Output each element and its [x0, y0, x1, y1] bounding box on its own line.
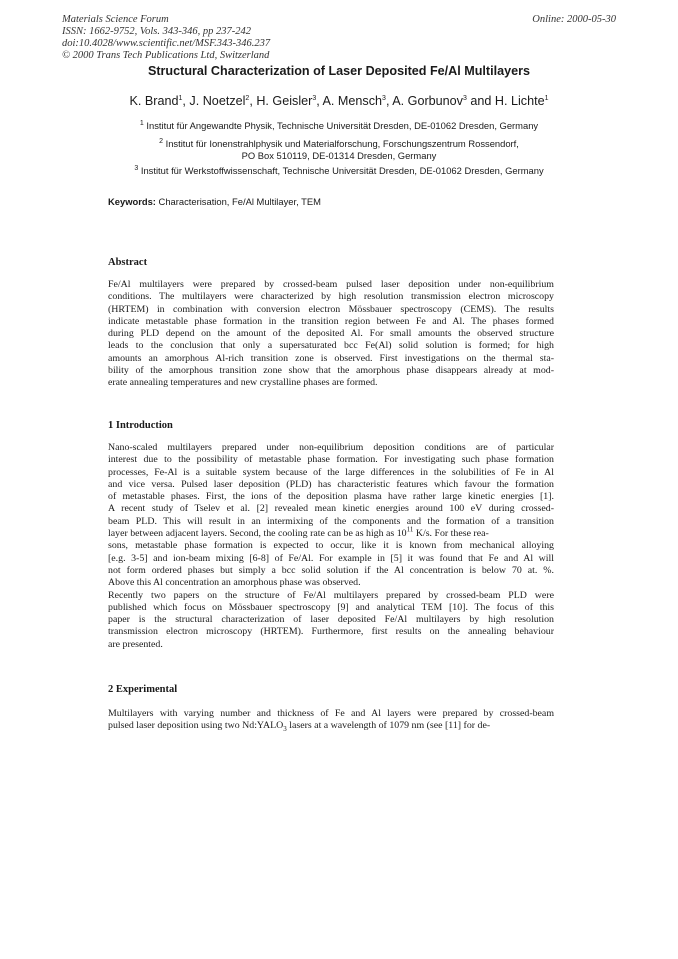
text-line: bility of the amorphous transition zone show that the amorphous phase disappears already at mod-: [108, 365, 554, 377]
affiliation-1: [0, 120, 678, 132]
affiliation-text: Institut für Ionenstrahlphysik und Materialforschung, Forschungszentrum Rossendorf,: [165, 138, 519, 149]
online-date: Online: 2000-05-30: [532, 14, 616, 25]
affiliation-text: Institut für Werkstoffwissenschaft, Technische Universität Dresden, DE-01062 Dresden, Germany: [140, 165, 544, 176]
text-line: [108, 525, 554, 540]
paper-title: Structural Characterization of Laser Deposited Fe/Al Multilayers: [147, 64, 531, 78]
affiliation-3: [0, 165, 678, 177]
text-line: published which focus on Mössbauer spectroscopy [9] and analytical TEM [10]. The focus of this: [108, 601, 554, 613]
text-line: [e.g. 3-5] and ion-beam mixing [6-8] of Fe/Al. For example in [5] it was found that Fe and Al will: [108, 552, 554, 564]
keywords-text: Characterisation, Fe/Al Multilayer, TEM: [158, 196, 321, 207]
author-separator: ,: [182, 94, 190, 108]
text-line: and vice versa. Pulsed laser deposition (PLD) has characteristic features which favour the formation: [108, 478, 554, 490]
text-line: interest due to the possibility of metastable phase formation. For investigating such phase formation: [108, 454, 554, 466]
author-affiliation-mark: 1: [544, 94, 549, 102]
keywords-label: Keywords:: [108, 196, 156, 207]
author-affiliation-mark: 3: [382, 94, 386, 102]
author-separator: ,: [249, 94, 257, 108]
affiliation-text: Institut für Angewandte Physik, Technische Universität Dresden, DE-01062 Dresden, Germany: [146, 120, 539, 131]
text-line: leads to the conclusion that only a supersaturated bcc Fe(Al) solid solution is formed; for high: [108, 340, 554, 352]
text-line: are presented.: [108, 638, 163, 650]
affiliation-mark: 2: [159, 137, 163, 145]
text-fragment: K/s. For these rea-: [413, 528, 489, 540]
text-line: Multilayers with varying number and thickness of Fe and Al layers were prepared by crossed-beam: [108, 708, 554, 719]
text-line: conditions. The multilayers were characterized by high resolution transmission electron microscopy: [108, 291, 554, 303]
experimental-body: [108, 708, 554, 736]
abstract-heading: Abstract: [108, 257, 148, 268]
experimental-heading: 2 Experimental: [108, 684, 178, 695]
author-affiliation-mark: 1: [178, 94, 183, 102]
text-line: (HRTEM) in combination with conversion electron Mössbauer spectroscopy (CEMS). The results: [108, 303, 554, 315]
keywords: [108, 196, 321, 207]
copyright-line: © 2000 Trans Tech Publications Ltd, Switzerland: [62, 50, 270, 61]
introduction-heading: 1 Introduction: [108, 420, 173, 431]
author: A. Mensch: [322, 94, 383, 108]
text-line: Fe/Al multilayers were prepared by crossed-beam pulsed laser deposition under non-equilibrium: [108, 279, 554, 290]
subscript: 3: [283, 725, 287, 734]
text-line: of metastable phases. First, the ions of the deposition plasma have rather large kinetic energies [1].: [108, 491, 554, 503]
affiliation-mark: 1: [139, 119, 144, 127]
text-line: sons, metastable phase formation is expected to occur, like it is known from mechanical alloying: [108, 540, 554, 552]
author-affiliation-mark: 3: [462, 94, 467, 102]
text-line: indicate metastable phase formation in the transition region between Fe and Al. The phases formed: [108, 315, 554, 327]
exponent: 11: [406, 525, 414, 534]
author-separator: ,: [316, 94, 323, 108]
author-affiliation-mark: 3: [312, 94, 317, 102]
author-list: [0, 94, 678, 108]
author: H. Lichte: [494, 94, 545, 108]
journal-header: [62, 14, 270, 62]
affiliation-mark: 3: [134, 164, 139, 172]
issn-line: ISSN: 1662-9752, Vols. 343-346, pp 237-242: [62, 26, 251, 37]
text-line: A recent study of Tselev et al. [2] revealed mean kinetic energies around 100 eV during crossed-: [108, 503, 554, 515]
author: A. Gorbunov: [392, 94, 463, 108]
text-line: not form ordered phases but simply a bcc solid solution if the Al concentration is below 70 at. %.: [108, 564, 554, 576]
author: H. Geisler: [256, 94, 313, 108]
text-fragment: layer between adjacent layers. Second, the cooling rate can be as high as 10: [108, 528, 407, 540]
author-separator: and: [466, 94, 495, 108]
introduction-body: [108, 442, 554, 651]
affiliation-2: [0, 138, 678, 162]
text-line: Nano-scaled multilayers prepared under non-equilibrium deposition conditions are of particular: [108, 442, 554, 453]
text-line: amounts an amorphous Al-rich transition zone is observed. First investigations on the thermal sta-: [108, 352, 554, 364]
text-line: Recently two papers on the structure of Fe/Al multilayers prepared by crossed-beam PLD were: [108, 589, 554, 601]
author-separator: ,: [385, 94, 393, 108]
doi-line: doi:10.4028/www.scientific.net/MSF.343-346.237: [62, 38, 271, 49]
text-line: paper is the structural characterization of laser deposited Fe/Al multilayers by high resolution: [108, 614, 554, 626]
text-line: transmission electron microscopy (HRTEM). Furthermore, first results on the annealing behaviour: [108, 626, 554, 638]
affiliation-text: PO Box 510119, DE-01314 Dresden, Germany: [241, 150, 437, 161]
journal-name: Materials Science Forum: [62, 14, 169, 25]
author: J. Noetzel: [189, 94, 246, 108]
author-affiliation-mark: 2: [245, 94, 250, 102]
text-line: beam PLD. This will result in an intermixing of the components and the formation of a transition: [108, 515, 554, 527]
text-fragment: pulsed laser deposition using two Nd:YALO: [108, 720, 284, 732]
text-line: [108, 720, 554, 735]
text-fragment: lasers at a wavelength of 1079 nm (see [11] for de-: [286, 720, 491, 732]
abstract-body: [108, 279, 554, 390]
author: K. Brand: [129, 94, 179, 108]
text-line: Above this Al concentration an amorphous phase was observed.: [108, 577, 361, 589]
text-line: processes, Fe-Al is a suitable system because of the large differences in the solubilities of Fe in Al: [108, 466, 554, 478]
text-line: during PLD depend on the amount of the deposited Al. For small amounts the observed structure: [108, 328, 554, 340]
text-line: erate annealing temperatures and new crystalline phases are formed.: [108, 377, 378, 389]
